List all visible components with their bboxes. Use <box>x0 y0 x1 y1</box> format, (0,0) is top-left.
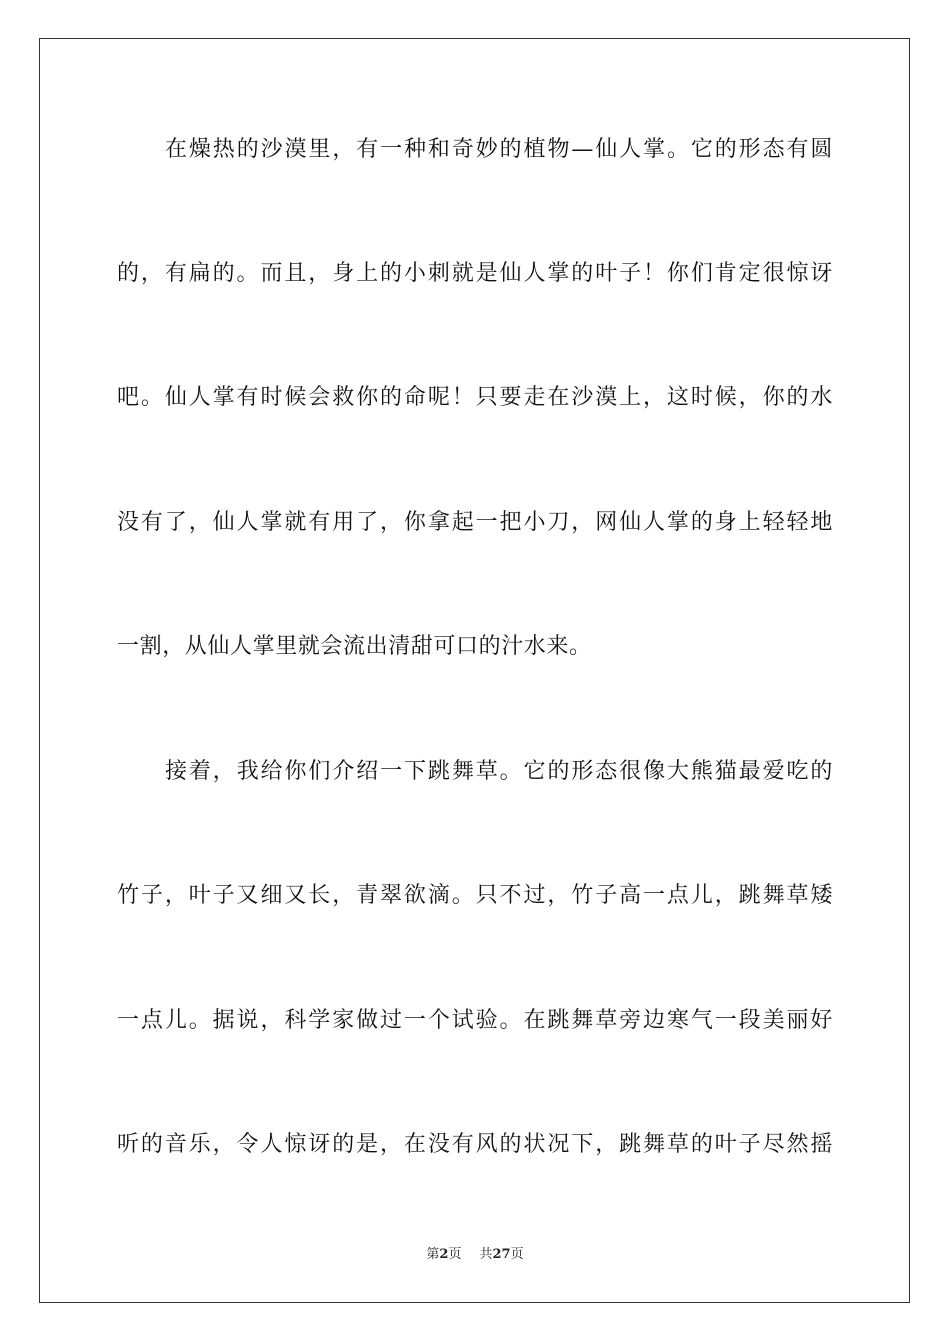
page-number: 2 <box>439 1247 449 1262</box>
paragraph-1-line-5: 一割，从仙人掌里就会流出清甜可口的汁水来。 <box>117 634 592 659</box>
page-prefix: 第 <box>426 1247 440 1262</box>
page-suffix: 页 <box>448 1247 462 1262</box>
paragraph-1-line-3: 吧。仙人掌有时候会救你的命呢！只要走在沙漠上，这时候，你的水 <box>117 385 833 410</box>
paragraph-2-line-3: 一点儿。据说，科学家做过一个试验。在跳舞草旁边寒气一段美丽好 <box>117 1008 833 1033</box>
paragraph-2-line-4: 听的音乐，令人惊讶的是，在没有风的状况下，跳舞草的叶子尽然摇 <box>117 1132 833 1157</box>
paragraph-2-line-1: 接着，我给你们介绍一下跳舞草。它的形态很像大熊猫最爱吃的 <box>165 759 833 784</box>
paragraph-1-line-1: 在燥热的沙漠里，有一种和奇妙的植物—仙人掌。它的形态有圆 <box>165 137 833 162</box>
page-footer <box>0 1246 950 1264</box>
total-suffix: 页 <box>510 1247 524 1262</box>
total-prefix: 共 <box>479 1247 493 1262</box>
paragraph-1-line-4: 没有了，仙人掌就有用了，你拿起一把小刀，网仙人掌的身上轻轻地 <box>117 510 833 535</box>
paragraph-1-line-2: 的，有扁的。而且，身上的小刺就是仙人掌的叶子！你们肯定很惊讶 <box>117 261 833 286</box>
total-pages: 27 <box>492 1247 511 1262</box>
page-border <box>39 38 910 1303</box>
paragraph-2-line-2: 竹子，叶子又细又长，青翠欲滴。只不过，竹子高一点儿，跳舞草矮 <box>117 883 833 908</box>
